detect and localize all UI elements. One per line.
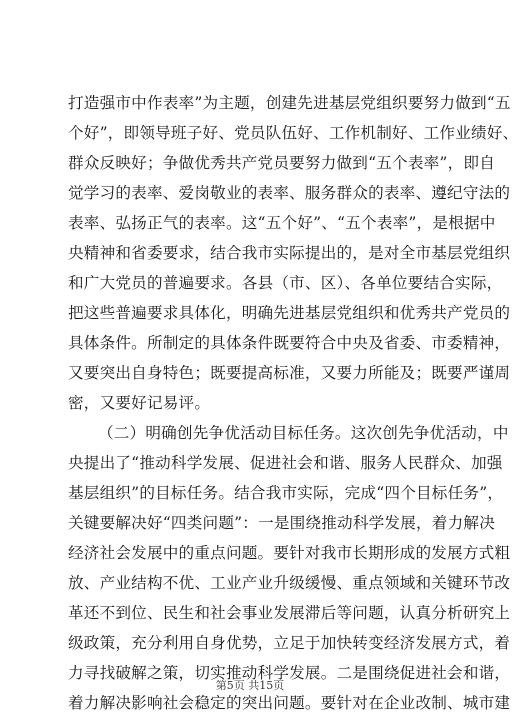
body-text-line: 经济社会发展中的重点问题。要针对我市长期形成的发展方式粗 (68, 544, 511, 562)
body-text-line: 央提出了“推动科学发展、促进社会和谐、服务人民群众、加强 (68, 454, 503, 472)
body-text-line: 群众反映好；争做优秀共产党员要努力做到“五个表率”，即自 (68, 154, 495, 172)
body-text-line: 放、产业结构不优、工业产业升级缓慢、重点领域和关键环节改 (68, 574, 511, 592)
body-text-line: 和广大党员的普遍要求。各县（市、区）、各单位要结合实际， (68, 274, 503, 292)
body-text-line: 基层组织”的目标任务。结合我市实际，完成“四个目标任务”， (68, 484, 504, 502)
body-text-line: 级政策，充分利用自身优势，立足于加快转变经济发展方式，着 (68, 634, 511, 652)
body-text-line: 觉学习的表率、爱岗敬业的表率、服务群众的表率、遵纪守法的 (68, 184, 511, 202)
body-text-line: 密，又要好记易评。 (68, 394, 211, 412)
body-text-line: 具体条件。所制定的具体条件既要符合中央及省委、市委精神， (68, 334, 511, 352)
body-text-line: 力寻找破解之策，切实推动科学发展。二是围绕促进社会和谐， (68, 664, 511, 682)
body-text-line: 打造强市中作表率”为主题，创建先进基层党组织要努力做到“五 (68, 94, 511, 112)
body-text-line: 着力解决影响社会稳定的突出问题。要针对在企业改制、城市建 (68, 694, 511, 712)
body-text-line: 革还不到位、民生和社会事业发展滞后等问题，认真分析研究上 (68, 604, 511, 622)
section-heading-line: （二）明确创先争优活动目标任务。这次创先争优活动，中 (98, 424, 509, 442)
body-text-line: 把这些普遍要求具体化，明确先进基层党组织和优秀共产党员的 (68, 304, 511, 322)
body-text-line: 关键要解决好“四类问题”：一是围绕推动科学发展，着力解决 (68, 514, 495, 532)
body-text-line: 又要突出自身特色；既要提高标准，又要力所能及；既要严谨周 (68, 364, 511, 382)
body-text-line: 个好”，即领导班子好、党员队伍好、工作机制好、工作业绩好、 (68, 124, 518, 142)
body-text-line: 表率、弘扬正气的表率。这“五个好”、“五个表率”，是根据中 (68, 214, 496, 232)
page-number-footer: 第5页 共15页 (215, 679, 285, 692)
body-text-line: 央精神和省委要求，结合我市实际提出的，是对全市基层党组织 (68, 244, 511, 262)
